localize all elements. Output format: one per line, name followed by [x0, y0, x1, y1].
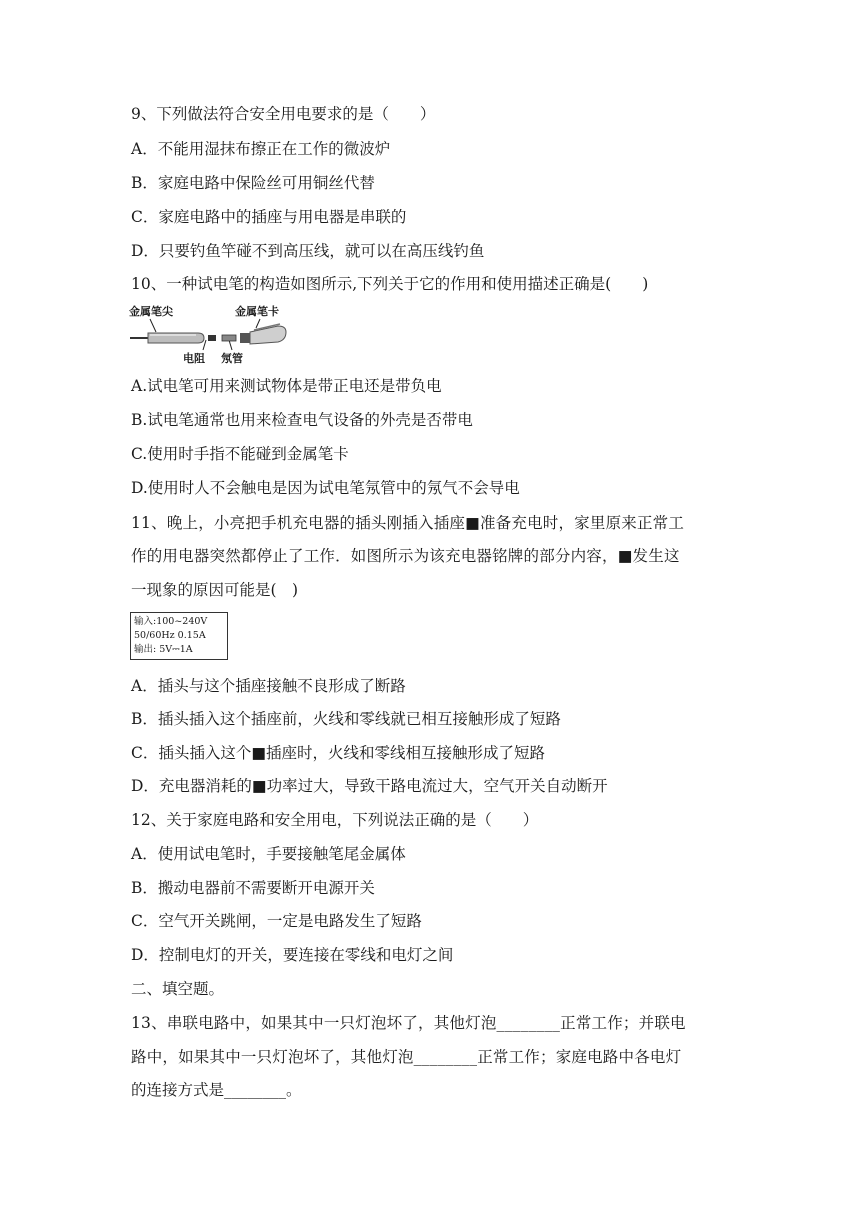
q10-option-a: A.试电笔可用来测试物体是带正电还是带负电 [131, 377, 442, 395]
q12-option-a: A．使用试电笔时，手要接触笔尾金属体 [131, 845, 406, 863]
q11-stem-line-1: 11、晚上，小亮把手机充电器的插头刚插入插座■准备充电时，家里原来正常工 [131, 514, 685, 532]
charger-nameplate [130, 612, 228, 660]
q11-option-b: B．插头插入这个插座前，火线和零线就已相互接触形成了短路 [131, 710, 561, 728]
q13-line-3: 的连接方式是________。 [131, 1081, 302, 1099]
q9-stem: 9、下列做法符合安全用电要求的是（ ） [131, 105, 436, 123]
q10-option-d: D.使用时人不会触电是因为试电笔氖管中的氖气不会导电 [131, 479, 520, 497]
q12-option-d: D．控制电灯的开关，要连接在零线和电灯之间 [131, 946, 454, 964]
q11-option-c: C．插头插入这个■插座时，火线和零线相互接触形成了短路 [131, 744, 546, 762]
q12-option-c: C．空气开关跳闸，一定是电路发生了短路 [131, 912, 422, 930]
q13-line-2: 路中，如果其中一只灯泡坏了，其他灯泡________正常工作；家庭电路中各电灯 [131, 1048, 682, 1066]
q10-option-c: C.使用时手指不能碰到金属笔卡 [131, 445, 349, 463]
label-metal-clip: 金属笔卡 [235, 305, 279, 318]
q12-option-b: B．搬动电器前不需要断开电源开关 [131, 879, 375, 897]
q13-line-1: 13、串联电路中，如果其中一只灯泡坏了，其他灯泡________正常工作；并联电 [131, 1014, 686, 1032]
q11-stem-line-3: 一现象的原因可能是( ) [131, 581, 299, 599]
test-pen-figure [128, 302, 288, 368]
q10-stem: 10、一种试电笔的构造如图所示,下列关于它的作用和使用描述正确是( ) [131, 275, 649, 293]
nameplate-input: 输入:100~240V [134, 616, 208, 627]
q12-stem: 12、关于家庭电路和安全用电，下列说法正确的是（ ） [131, 811, 539, 829]
q10-option-b: B.试电笔通常也用来检查电气设备的外壳是否带电 [131, 411, 473, 429]
label-resistor: 电阻 [183, 352, 205, 365]
section-fill-in-blank-heading: 二、填空题。 [131, 980, 225, 998]
q11-option-a: A．插头与这个插座接触不良形成了断路 [131, 677, 406, 695]
label-metal-tip: 金属笔尖 [129, 305, 173, 318]
nameplate-frequency: 50/60Hz 0.15A [134, 630, 206, 641]
label-neon-tube: 氖管 [221, 352, 243, 365]
q9-option-d: D．只要钓鱼竿碰不到高压线，就可以在高压线钓鱼 [131, 242, 485, 260]
test-pen-drawing [128, 302, 288, 368]
nameplate-output: 输出: 5V⎓1A [134, 644, 193, 655]
q11-stem-line-2: 作的用电器突然都停止了工作．如图所示为该充电器铭牌的部分内容，■发生这 [131, 547, 680, 565]
q9-option-c: C．家庭电路中的插座与用电器是串联的 [131, 208, 407, 226]
q9-option-a: A．不能用湿抹布擦正在工作的微波炉 [131, 140, 391, 158]
q9-option-b: B．家庭电路中保险丝可用铜丝代替 [131, 174, 375, 192]
q11-option-d: D．充电器消耗的■功率过大，导致干路电流过大，空气开关自动断开 [131, 777, 608, 795]
